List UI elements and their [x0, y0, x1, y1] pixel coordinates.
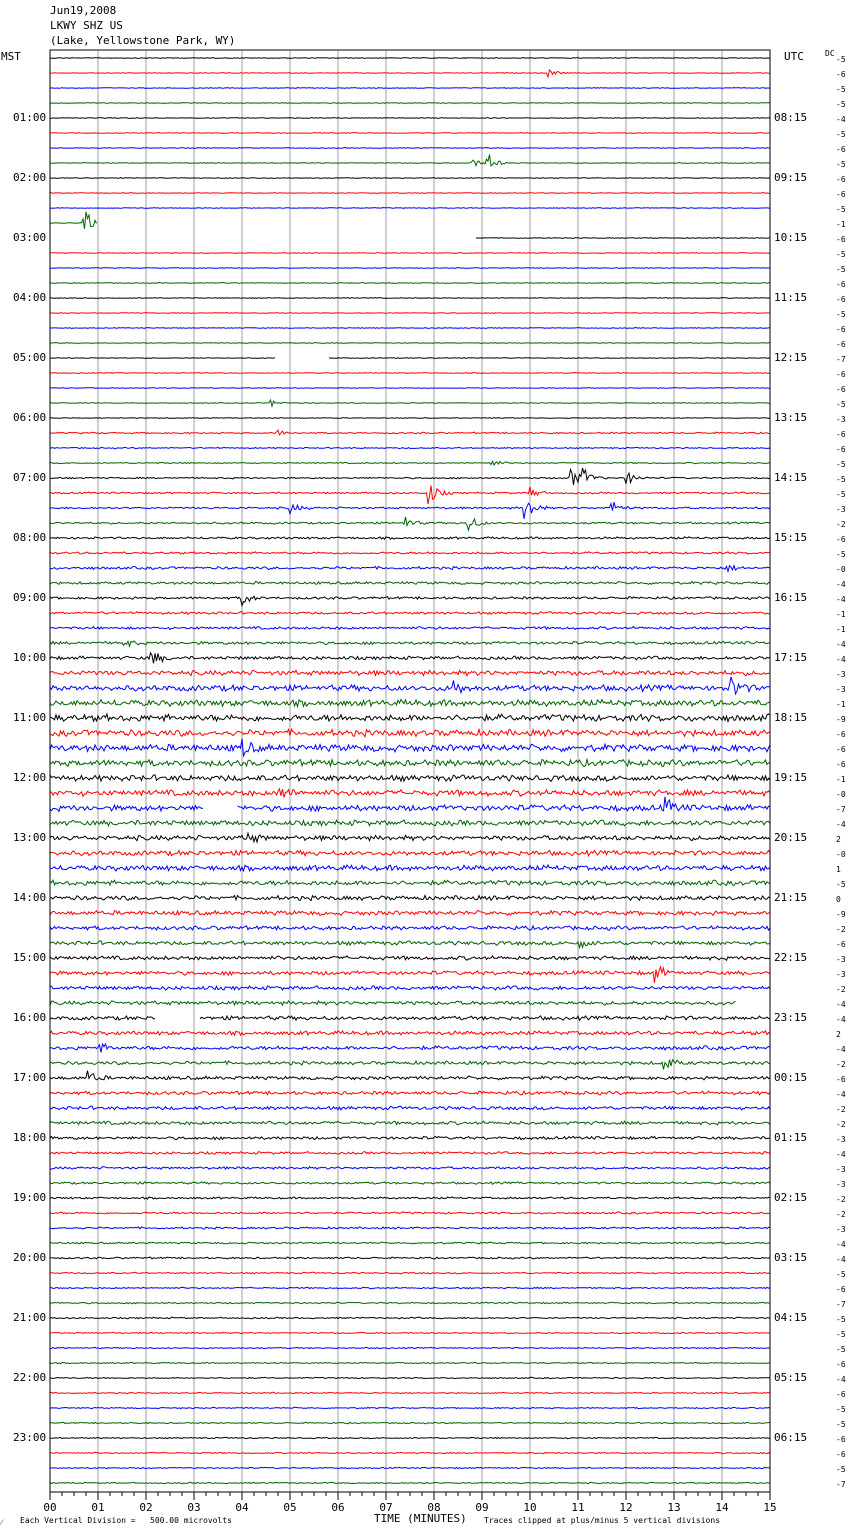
trace-line [50, 1242, 770, 1244]
dc-offset-label: -9 [836, 910, 846, 919]
dc-offset-label: -4 [836, 1090, 846, 1099]
right-hour-label: 10:15 [774, 231, 808, 244]
right-hour-label: 01:15 [774, 1131, 808, 1144]
trace-line [50, 670, 770, 676]
right-hour-label: 21:15 [774, 891, 808, 904]
trace-line [50, 641, 770, 646]
dc-offset-label: -3 [836, 955, 846, 964]
left-hour-label: 05:00 [13, 351, 47, 364]
dc-offset-label: -0 [836, 790, 846, 799]
dc-offset-label: -2 [836, 1105, 846, 1114]
dc-offset-label: -6 [836, 280, 846, 289]
trace-line [50, 373, 770, 374]
trace-line [50, 1257, 770, 1259]
footer-mark: ⁄ [1, 1518, 3, 1527]
left-hour-label: 23:00 [13, 1431, 47, 1444]
dc-offset-label: -5 [836, 475, 846, 484]
left-hour-label: 01:00 [13, 111, 47, 124]
dc-offset-label: -3 [836, 415, 846, 424]
trace-line [50, 70, 770, 77]
dc-offset-label: -0 [836, 850, 846, 859]
right-hour-label: 12:15 [774, 351, 808, 364]
dc-offset-label: -0 [836, 565, 846, 574]
dc-offset-label: -3 [836, 670, 846, 679]
left-hour-label: 06:00 [13, 411, 47, 424]
x-tick-label: 11 [571, 1501, 585, 1514]
trace-line [50, 1152, 770, 1155]
dc-offset-label: -1 [836, 220, 846, 229]
dc-offset-label: -6 [836, 1390, 846, 1399]
dc-offset-label: -6 [836, 325, 846, 334]
right-hour-label: 02:15 [774, 1191, 808, 1204]
dc-offset-label: -5 [836, 1405, 846, 1414]
trace-line [50, 1071, 770, 1080]
trace-line [50, 461, 770, 465]
trace-line [50, 298, 770, 299]
trace-line [50, 468, 770, 485]
left-hour-label: 12:00 [13, 771, 47, 784]
left-hour-label: 18:00 [13, 1131, 47, 1144]
trace-line [50, 58, 770, 59]
trace-line [50, 612, 770, 615]
trace-line [50, 148, 770, 149]
right-hour-label: 17:15 [774, 651, 808, 664]
trace-line [50, 699, 770, 706]
trace-line [50, 1362, 770, 1363]
dc-offset-label: -5 [836, 205, 846, 214]
right-hour-label: 08:15 [774, 111, 808, 124]
dc-offset-label: -1 [836, 775, 846, 784]
dc-offset-label: -5 [836, 310, 846, 319]
trace-line [50, 193, 770, 194]
trace-line [50, 911, 770, 916]
trace-line [50, 1392, 770, 1393]
left-hour-label: 19:00 [13, 1191, 47, 1204]
trace-line [50, 789, 770, 798]
trace-line [50, 820, 770, 826]
dc-offset-label: -5 [836, 400, 846, 409]
trace-line [50, 517, 770, 530]
left-hour-label: 17:00 [13, 1071, 47, 1084]
station-label: LKWY SHZ US [50, 19, 123, 32]
right-hour-label: 15:15 [774, 531, 808, 544]
trace-line [50, 1197, 770, 1199]
left-hour-label: 11:00 [13, 711, 47, 724]
dc-offset-label: -1 [836, 625, 846, 634]
dc-offset-label: -6 [836, 370, 846, 379]
left-hour-label: 08:00 [13, 531, 47, 544]
right-hour-label: 19:15 [774, 771, 808, 784]
trace-line [50, 941, 770, 948]
dc-offset-label: -7 [836, 805, 846, 814]
x-tick-label: 09 [475, 1501, 489, 1514]
trace-line [50, 1060, 770, 1070]
left-hour-label: 04:00 [13, 291, 47, 304]
trace-line [50, 596, 770, 605]
dc-offset-label: -3 [836, 970, 846, 979]
dc-offset-label: 0 [836, 895, 841, 904]
dc-offset-label: -6 [836, 190, 846, 199]
left-hour-label: 03:00 [13, 231, 47, 244]
left-hour-label: 15:00 [13, 951, 47, 964]
dc-offset-label: -6 [836, 760, 846, 769]
trace-line [50, 1317, 770, 1319]
dc-offset-label: -2 [836, 925, 846, 934]
trace-line [50, 208, 770, 209]
dc-offset-label: -4 [836, 595, 846, 604]
trace-line [50, 627, 770, 630]
trace-line [50, 1091, 770, 1095]
dc-offset-label: -4 [836, 820, 846, 829]
trace-line [50, 850, 770, 856]
dc-offset-label: -5 [836, 1315, 846, 1324]
left-hour-label: 14:00 [13, 891, 47, 904]
trace-line [50, 1227, 770, 1229]
dc-offset-label: -2 [836, 1195, 846, 1204]
right-hour-label: 22:15 [774, 951, 808, 964]
dc-offset-label: 1 [836, 865, 841, 874]
dc-offset-label: -4 [836, 1000, 846, 1009]
dc-offset-label: -5 [836, 265, 846, 274]
right-hour-label: 13:15 [774, 411, 808, 424]
trace-line [50, 1452, 770, 1453]
x-tick-label: 14 [715, 1501, 729, 1514]
trace-line [50, 956, 770, 960]
clip-note: Traces clipped at plus/minus 5 vertical divisions [484, 1516, 721, 1525]
trace-line [50, 896, 770, 901]
trace-line [50, 677, 770, 694]
dc-offset-label: -4 [836, 580, 846, 589]
left-timezone-label: MST [1, 50, 21, 63]
trace-line [50, 1347, 770, 1348]
trace-line [50, 1422, 770, 1423]
dc-offset-label: -2 [836, 1060, 846, 1069]
dc-offset-label: -6 [836, 430, 846, 439]
left-hour-label: 09:00 [13, 591, 47, 604]
right-hour-label: 09:15 [774, 171, 808, 184]
dc-offset-label: -6 [836, 1450, 846, 1459]
left-hour-label: 10:00 [13, 651, 47, 664]
left-hour-label: 20:00 [13, 1251, 47, 1264]
dc-offset-label: -3 [836, 685, 846, 694]
trace-line [50, 797, 770, 812]
dc-offset-label: 2 [836, 835, 841, 844]
right-hour-label: 16:15 [774, 591, 808, 604]
trace-line [50, 1182, 770, 1185]
dc-offset-label: -6 [836, 1435, 846, 1444]
trace-line [50, 967, 770, 983]
right-hour-label: 14:15 [774, 471, 808, 484]
dc-offset-label: -4 [836, 1015, 846, 1024]
trace-line [50, 430, 770, 435]
right-timezone-label: UTC [784, 50, 804, 63]
trace-line [50, 865, 770, 871]
dc-offset-label: -5 [836, 880, 846, 889]
trace-line [50, 537, 770, 539]
dc-offset-label: -2 [836, 520, 846, 529]
dc-offset-label: 2 [836, 1030, 841, 1039]
dc-offset-label: -6 [836, 745, 846, 754]
trace-line [50, 358, 770, 359]
trace-line [50, 833, 770, 842]
trace-line [50, 88, 770, 89]
trace-line [50, 103, 770, 104]
trace-line [50, 1332, 770, 1333]
trace-line [50, 418, 770, 419]
dc-offset-label: -5 [836, 1465, 846, 1474]
trace-line [50, 714, 770, 722]
dc-offset-label: -4 [836, 1240, 846, 1249]
x-axis-title: TIME (MINUTES) [374, 1512, 467, 1525]
trace-line [50, 486, 770, 504]
dc-offset-label: -6 [836, 940, 846, 949]
left-hour-label: 02:00 [13, 171, 47, 184]
dc-offset-label: -6 [836, 385, 846, 394]
dc-offset-label: -4 [836, 1045, 846, 1054]
dc-offset-label: -5 [836, 1420, 846, 1429]
right-hour-label: 06:15 [774, 1431, 808, 1444]
location-label: (Lake, Yellowstone Park, WY) [50, 34, 236, 47]
dc-offset-label: -6 [836, 445, 846, 454]
x-tick-label: 08 [427, 1501, 441, 1514]
trace-line [50, 986, 770, 990]
dc-offset-label: -6 [836, 1285, 846, 1294]
dc-offset-label: -3 [836, 1165, 846, 1174]
x-tick-label: 01 [91, 1501, 105, 1514]
trace-line [50, 1272, 770, 1274]
dc-offset-label: -7 [836, 355, 846, 364]
seismic-traces [50, 58, 770, 1484]
dc-offset-label: -6 [836, 70, 846, 79]
trace-line [50, 388, 770, 389]
x-tick-label: 05 [283, 1501, 297, 1514]
dc-offset-label: -2 [836, 985, 846, 994]
right-hour-label: 05:15 [774, 1371, 808, 1384]
trace-line [50, 880, 770, 886]
trace-line [50, 1106, 770, 1110]
dc-offset-label: -5 [836, 130, 846, 139]
trace-line [50, 313, 770, 314]
dc-offset-label: -3 [836, 1225, 846, 1234]
trace-line [50, 552, 770, 554]
dc-offset-label: -5 [836, 1330, 846, 1339]
dc-offset-label: -4 [836, 1150, 846, 1159]
dc-offset-label: -6 [836, 535, 846, 544]
trace-line [50, 926, 770, 930]
x-tick-label: 12 [619, 1501, 633, 1514]
dc-offset-label: -1 [836, 610, 846, 619]
left-hour-label: 07:00 [13, 471, 47, 484]
trace-line [50, 502, 770, 519]
trace-line [50, 268, 770, 269]
x-tick-label: 00 [43, 1501, 57, 1514]
trace-line [50, 447, 770, 448]
dc-offset-label: -4 [836, 655, 846, 664]
trace-line [50, 1031, 770, 1035]
x-tick-label: 15 [763, 1501, 777, 1514]
right-hour-label: 11:15 [774, 291, 808, 304]
right-hour-label: 03:15 [774, 1251, 808, 1264]
x-tick-label: 03 [187, 1501, 201, 1514]
trace-line [50, 155, 770, 166]
x-tick-label: 13 [667, 1501, 681, 1514]
x-tick-label: 07 [379, 1501, 393, 1514]
right-hour-label: 20:15 [774, 831, 808, 844]
dc-offset-label: -4 [836, 115, 846, 124]
trace-line [50, 653, 770, 664]
trace-line [50, 400, 770, 406]
left-hour-label: 22:00 [13, 1371, 47, 1384]
right-hour-label: 04:15 [774, 1311, 808, 1324]
dc-offset-label: -5 [836, 550, 846, 559]
dc-offset-label: -4 [836, 1375, 846, 1384]
dc-offset-label: -1 [836, 700, 846, 709]
dc-offset-label: -6 [836, 730, 846, 739]
date-label: Jun19,2008 [50, 4, 117, 17]
trace-line [50, 1136, 770, 1139]
x-tick-label: 04 [235, 1501, 249, 1514]
trace-line [50, 739, 770, 756]
trace-line [50, 1302, 770, 1304]
left-hour-label: 13:00 [13, 831, 47, 844]
trace-line [50, 1121, 770, 1125]
dc-offset-label: -2 [836, 1120, 846, 1129]
right-hour-label: 23:15 [774, 1011, 808, 1024]
trace-line [50, 133, 770, 134]
dc-offset-label: -7 [836, 1480, 846, 1489]
trace-line [50, 283, 770, 284]
x-axis [43, 1492, 776, 1514]
dc-offset-label: -5 [836, 460, 846, 469]
trace-line [50, 760, 770, 767]
dc-offset-label: -2 [836, 1210, 846, 1219]
dc-offset-label: -3 [836, 1135, 846, 1144]
trace-line [50, 1467, 770, 1468]
x-tick-label: 02 [139, 1501, 153, 1514]
dc-offset-label: -5 [836, 1345, 846, 1354]
trace-line [50, 566, 770, 572]
dc-offset-label: -6 [836, 340, 846, 349]
trace-line [50, 1407, 770, 1408]
trace-line [50, 118, 770, 119]
dc-offset-label: -7 [836, 1300, 846, 1309]
trace-line [50, 253, 770, 254]
trace-line [50, 1482, 770, 1483]
dc-offset-label: -5 [836, 85, 846, 94]
trace-line [50, 582, 770, 585]
left-hour-label: 21:00 [13, 1311, 47, 1324]
dc-offset-label: -5 [836, 55, 846, 64]
scale-note: Each Vertical Division = 500.00 microvolts [20, 1516, 232, 1525]
dc-offset-label: -6 [836, 1360, 846, 1369]
trace-line [50, 343, 770, 344]
x-tick-label: 10 [523, 1501, 537, 1514]
dc-offset-label: -6 [836, 1075, 846, 1084]
dc-offset-label: -4 [836, 1255, 846, 1264]
trace-line [50, 178, 770, 179]
trace-line [50, 1167, 770, 1170]
dc-offset-label: -3 [836, 505, 846, 514]
dc-label: DC [825, 49, 835, 58]
dc-offset-label: -4 [836, 640, 846, 649]
left-hour-label: 16:00 [13, 1011, 47, 1024]
dc-offset-label: -6 [836, 235, 846, 244]
dc-offset-label: -5 [836, 160, 846, 169]
dc-offset-label: -6 [836, 295, 846, 304]
trace-line [50, 1001, 736, 1005]
plot-frame [50, 50, 770, 1492]
trace-line [476, 238, 770, 239]
right-hour-label: 18:15 [774, 711, 808, 724]
trace-line [50, 729, 770, 736]
trace-line [50, 1212, 770, 1214]
trace-line [50, 328, 770, 329]
trace-line [50, 1016, 770, 1020]
dc-offset-label: -5 [836, 490, 846, 499]
dc-offset-label: -5 [836, 250, 846, 259]
trace-line [50, 1437, 770, 1438]
dc-offset-label: -3 [836, 1180, 846, 1189]
trace-line [50, 1287, 770, 1289]
trace-line [50, 212, 97, 229]
right-hour-label: 00:15 [774, 1071, 808, 1084]
trace-line [50, 1377, 770, 1378]
dc-offset-label: -5 [836, 1270, 846, 1279]
grid [98, 50, 722, 1492]
trace-line [50, 775, 770, 781]
dc-offset-label: -6 [836, 145, 846, 154]
trace-line [50, 1044, 770, 1053]
dc-offset-label: -9 [836, 715, 846, 724]
dc-offset-label: -5 [836, 100, 846, 109]
x-tick-label: 06 [331, 1501, 345, 1514]
dc-offset-label: -6 [836, 175, 846, 184]
